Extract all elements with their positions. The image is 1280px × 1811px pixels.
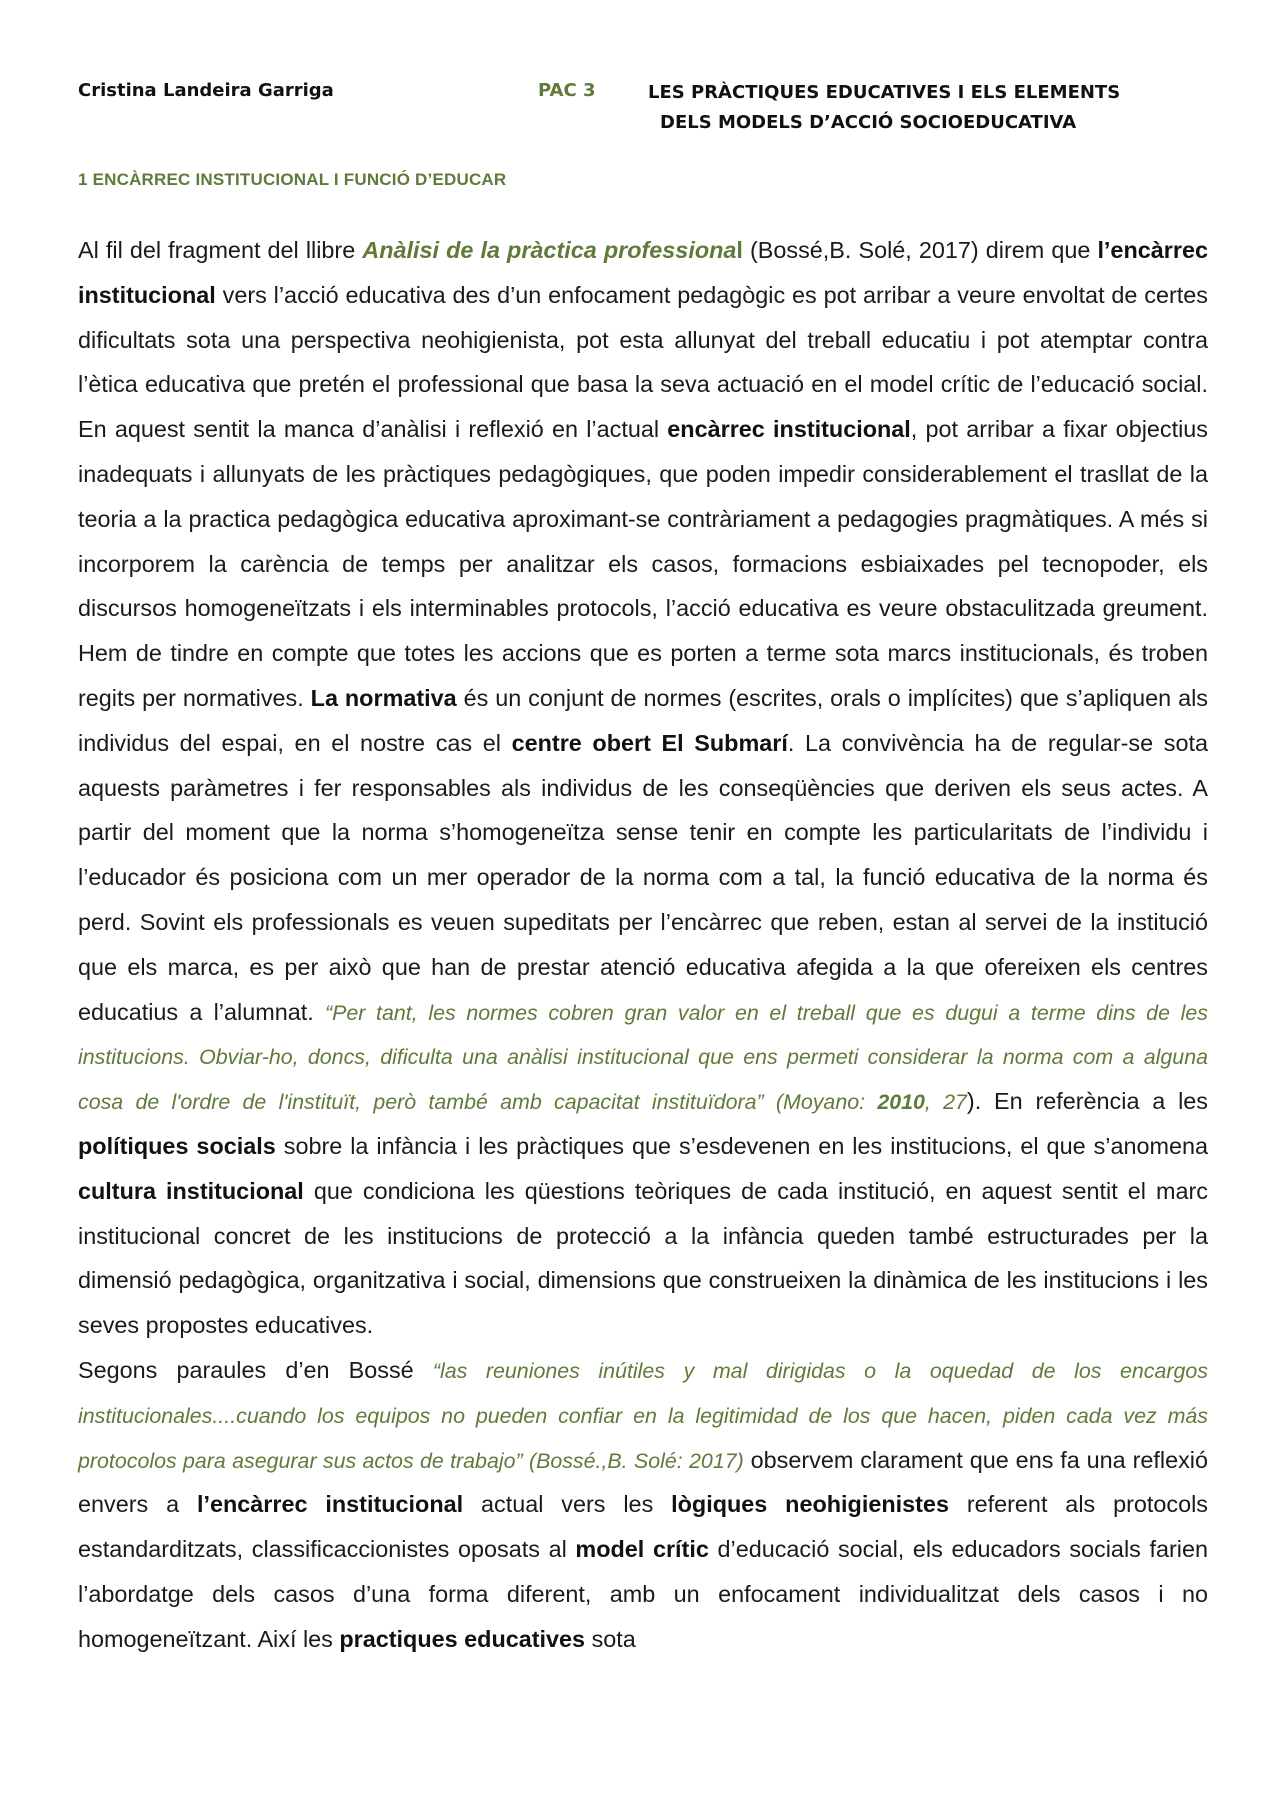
- book-title-end: l: [736, 237, 743, 263]
- bold-term: cultura institucional: [78, 1177, 304, 1204]
- text-run: . La convivència ha de regular-se sota aquests paràmetres i fer responsables als individus de les conseqüències que deriven els seus actes. A partir del moment que la norma s’homogeneïtza sense tenir en compte les particularitats de l’individu i l’educador és posiciona com un mer operador de la norma com a tal, la funció educativa de la norma és perd. Sovint els professionals es veuen supeditats per l’encàrrec que reben, estan al servei de la institució que els marca, es per això que han de prestar atenció educativa afegida a la que ofereixen els centres educatius a l’alumnat.: [78, 729, 1208, 1025]
- page-header: [78, 80, 1208, 140]
- bold-term: encàrrec institucional: [667, 416, 911, 443]
- bold-term: l’encàrrec institucional: [78, 237, 1208, 308]
- quote-year: 2010: [877, 1090, 925, 1115]
- text-run: Segons paraules d’en Bossé: [78, 1356, 433, 1383]
- text-run: actual vers les: [463, 1491, 672, 1518]
- text-run: d’educació social, els educadors socials farien l’abordatge dels casos d’una forma diferent, amb un enfocament individualitzat dels casos i no homogeneïtzant. Així les: [78, 1536, 1208, 1652]
- text-run: que condiciona les qüestions teòriques de cada institució, en aquest sentit el marc institucional concret de les institucions de protecció a la infància queden també estructurades per la dimensió pedagògica, organitzativa i social, dimensions que construeixen la dinàmica de les institucions i les seves propostes educatives.: [78, 1177, 1208, 1339]
- quote-page: , 27: [924, 1090, 967, 1115]
- quote-bosse: “las reuniones inútiles y mal dirigidas o la oquedad de los encargos institucionales....cuando los equipos no pueden confiar en la legitimidad de los que hacen, piden cada vez más protocolos para asegurar sus actos de trabajo” (Bossé.,B. Solé: 2017): [78, 1358, 1208, 1473]
- text-run: sobre la infància i les pràctiques que s’esdevenen en les institucions, el que s’anomena: [275, 1132, 1208, 1159]
- document-title: [648, 78, 1120, 138]
- book-title: Anàlisi de la pràctica professiona: [362, 237, 737, 263]
- bold-term: lògiques neohigienistes: [671, 1491, 949, 1518]
- quote-text: “Per tant, les normes cobren gran valor en el treball que es dugui a terme dins de les institucions. Obviar-ho, doncs, dificulta una anàlisi institucional que ens permeti considerar la norma com a alguna cosa de l'ordre de l'instituït, però també amb capacitat instituïdora” (Moyano:: [78, 1000, 1208, 1115]
- document-title-line-2: DELS MODELS D’ACCIÓ SOCIOEDUCATIVA: [660, 112, 1077, 133]
- paragraph-1: [78, 228, 1208, 1348]
- text-run: , pot arribar a fixar objectius inadequats i allunyats de les pràctiques pedagògiques, que poden impedir considerablement el trasllat de la teoria a la practica pedagògica educativa aproximant-se contràriament a pedagogies pragmàtiques. A més si incorporem la carència de temps per analitzar els casos, formacions esbiaixades pel tecnopoder, els discursos homogeneïtzats i els interminables protocols, l’acció educativa es veure obstaculitzada greument. Hem de tindre en compte que totes les accions que es porten a terme sota marcs institucionals, és troben regits per normatives.: [78, 416, 1208, 711]
- text-run: és un conjunt de normes (escrites, orals o implícites) que s’apliquen als individus del espai, en el nostre cas el: [78, 684, 1209, 756]
- bold-term: practiques educatives: [339, 1625, 586, 1652]
- text-run: ). En referència a les: [966, 1088, 1208, 1115]
- text-run: (Bossé,B. Solé, 2017) direm que: [742, 237, 1098, 263]
- bold-term: La normativa: [310, 684, 457, 711]
- author-name: Cristina Landeira Garriga: [78, 80, 334, 101]
- bold-term: model crític: [575, 1536, 709, 1563]
- bold-term: polítiques socials: [78, 1132, 276, 1159]
- text-run: sota: [585, 1625, 636, 1652]
- text-run: Al fil del fragment del llibre: [78, 237, 363, 263]
- bold-term: l’encàrrec institucional: [196, 1491, 464, 1518]
- assignment-label: PAC 3: [538, 80, 596, 101]
- bold-term: centre obert El Submarí: [511, 729, 788, 756]
- section-heading: 1 ENCÀRREC INSTITUCIONAL I FUNCIÓ D’EDUCAR: [78, 170, 507, 189]
- paragraph-2: [78, 1348, 1208, 1662]
- text-run: vers l’acció educativa des d’un enfocament pedagògic es pot arribar a veure envoltat de certes dificultats sota una perspectiva neohigienista, pot esta allunyat del treball educatiu i pot atemptar contra l’ètica educativa que pretén el professional que basa la seva actuació en el model crític de l’educació social. En aquest sentit la manca d’anàlisi i reflexió en l’actual: [78, 281, 1208, 443]
- document-title-line-1: LES PRÀCTIQUES EDUCATIVES I ELS ELEMENTS: [648, 82, 1121, 103]
- text-run: referent als protocols estandarditzats, classificaccionistes oposats al: [78, 1491, 1208, 1563]
- text-run: observem clarament que ens fa una reflexió envers a: [78, 1446, 1208, 1518]
- body-text: [78, 228, 1208, 1662]
